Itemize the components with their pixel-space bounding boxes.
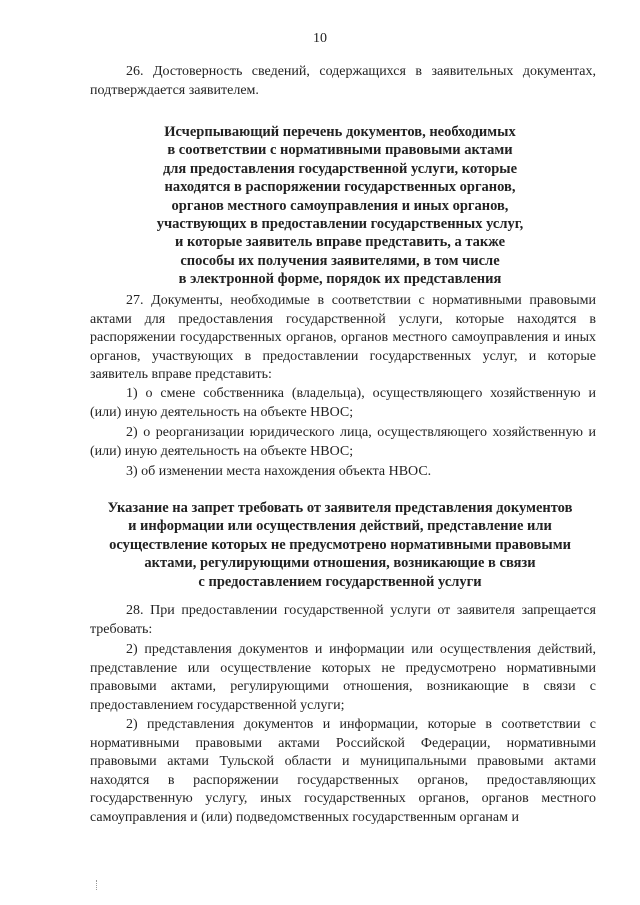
section-title-line: в соответствии с нормативными правовыми актами [167, 142, 513, 159]
scan-margin-mark [96, 880, 98, 890]
section-title-line: актами, регулирующими отношения, возникающие в связи [144, 555, 536, 572]
section-title-line: в электронной форме, порядок их представления [178, 271, 502, 288]
section-title-line: для предоставления государственной услуги, которые [162, 160, 518, 177]
section-title-line: участвующих в предоставлении государственных услуг, [156, 216, 524, 233]
section-title-line: и которые заявитель вправе представить, а также [174, 234, 506, 251]
section-title-line: с предоставлением государственной услуги [198, 573, 482, 590]
paragraph-26: 26. Достоверность сведений, содержащихся в заявительных документах, подтверждается заявителем. [90, 64, 596, 98]
section-title-line: Исчерпывающий перечень документов, необходимых [164, 124, 516, 140]
section-title-line: органов местного самоуправления и иных органов, [171, 197, 509, 214]
section-title-prohibition [78, 499, 602, 591]
paragraph-27-item-1: 1) о смене собственника (владельца), осуществляющего хозяйственную и (или) иную деятельность на объекте НВОС; [90, 386, 596, 420]
section-title-line: Указание на запрет требовать от заявителя представления документов [107, 500, 573, 516]
section-title-line: осуществление которых не предусмотрено нормативными правовыми [109, 536, 571, 553]
paragraph-28: 28. При предоставлении государственной услуги от заявителя запрещается требовать: [90, 603, 596, 637]
section-title-line: способы их получения заявителями, в том числе [180, 252, 500, 269]
paragraph-27-item-2: 2) о реорганизации юридического лица, осуществляющего хозяйственную и (или) иную деятельность на объекте НВОС; [90, 425, 596, 459]
paragraph-28-item-1: 2) представления документов и информации или осуществления действий, представление или осуществление которых не предусмотрено нормативными правовыми актами, регулирующими отношения, возникающие в связи с предоставлением государственной услуги; [90, 642, 596, 713]
page-number: 10 [313, 31, 327, 46]
paragraph-28-item-2: 2) представления документов и информации, которые в соответствии с нормативными правовыми актами Российской Федерации, нормативными правовыми актами Тульской области и муниципальными правовыми актами находятся в распоряжении государственных органов, предоставляющих государственную услугу, иных государственных органов, органов местного самоуправления и (или) подведомственных государственным органам и [90, 717, 596, 825]
section-title-line: находятся в распоряжении государственных органов, [164, 179, 516, 196]
paragraph-27: 27. Документы, необходимые в соответствии с нормативными правовыми актами для предоставления государственной услуги, которые находятся в распоряжении государственных органов, органов местного самоуправления и иных органов, участвующих в предоставлении государственных услуг, и которые заявитель вправе представить: [90, 293, 596, 382]
paragraph-27-item-3: 3) об изменении места нахождения объекта НВОС. [126, 464, 432, 479]
section-title-line: и информации или осуществления действий, представление или [128, 518, 552, 535]
section-title-documents-list [90, 123, 590, 289]
